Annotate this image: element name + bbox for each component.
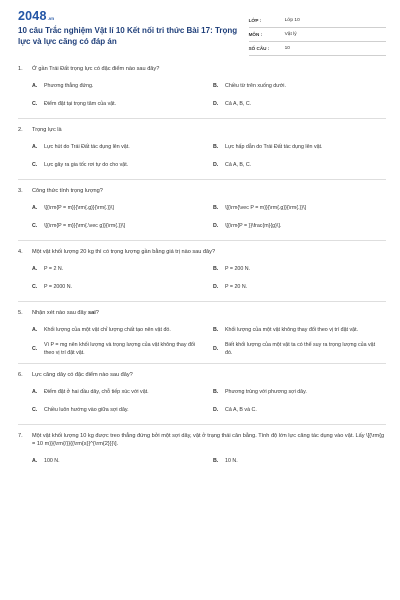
option-grid [18, 322, 386, 359]
option-b[interactable] [213, 139, 386, 157]
option-letter: B. [213, 389, 219, 396]
option-text: Phương thẳng đứng. [44, 83, 94, 90]
question-2 [18, 126, 386, 175]
option-text: Điểm đặt ở hai đầu dây, chỗ tiếp xúc với vật. [44, 389, 149, 396]
option-letter: C. [32, 162, 38, 169]
meta-value: Vật lý [284, 32, 297, 37]
question-text [18, 248, 386, 256]
option-text: P = 20 N. [225, 284, 248, 291]
option-text: \[{\rm{\vec P = m}}{\rm{.g}}{\rm{.}}\] [225, 205, 307, 212]
option-letter: C. [32, 101, 38, 108]
meta-table [249, 14, 386, 56]
meta-value: Lớp 10 [284, 18, 300, 23]
meta-row-subject [249, 28, 386, 42]
meta-row-count [249, 42, 386, 56]
option-letter: C. [32, 345, 38, 352]
question-text [18, 126, 386, 134]
question-number: 6. [18, 372, 23, 378]
option-text: P = 2 N. [44, 266, 64, 273]
option-text: 10 N. [225, 458, 238, 465]
option-a[interactable] [32, 139, 205, 157]
option-text: Lực gây ra gia tốc rơi tự do cho vật. [44, 162, 129, 169]
option-d[interactable] [213, 279, 386, 297]
divider [18, 424, 386, 425]
option-c[interactable] [32, 340, 205, 359]
divider [18, 118, 386, 119]
question-number: 3. [18, 188, 23, 194]
option-c[interactable] [32, 218, 205, 236]
site-logo[interactable] [18, 10, 249, 22]
option-text: Khối lượng của một vật chỉ lượng chất tạo nên vật đó. [44, 327, 171, 334]
option-d[interactable] [213, 96, 386, 114]
question-stem [32, 309, 386, 317]
question-number: 1. [18, 66, 23, 72]
option-letter: A. [32, 389, 38, 396]
question-text [18, 65, 386, 73]
option-letter: A. [32, 327, 38, 334]
question-6 [18, 371, 386, 420]
option-letter: A. [32, 205, 38, 212]
option-letter: A. [32, 83, 38, 90]
meta-label: SỐ CÂU : [248, 46, 270, 51]
option-letter: C. [32, 284, 38, 291]
option-c[interactable] [32, 279, 205, 297]
option-text: Lực hút do Trái Đất tác dụng lên vật. [44, 144, 130, 151]
option-letter: D. [213, 101, 219, 108]
option-c[interactable] [32, 157, 205, 175]
option-text: Điểm đặt tại trọng tâm của vật. [44, 101, 117, 108]
question-number: 7. [18, 433, 23, 439]
option-letter: D. [213, 284, 219, 291]
option-letter: B. [213, 144, 219, 151]
option-d[interactable] [213, 218, 386, 236]
option-grid [18, 200, 386, 236]
meta-label: LỚP : [248, 18, 262, 23]
option-a[interactable] [32, 78, 205, 96]
option-letter: B. [213, 458, 219, 465]
question-stem: Trọng lực là [32, 127, 62, 133]
question-3 [18, 187, 386, 236]
meta-value: 10 [284, 46, 290, 51]
question-stem: Công thức tính trọng lượng? [32, 188, 103, 194]
option-text: Phương trùng với phương sợi dây. [225, 389, 307, 396]
option-text: P = 200 N. [225, 266, 251, 273]
option-text: P = 2000 N. [44, 284, 73, 291]
option-b[interactable] [213, 78, 386, 96]
header-left [18, 10, 249, 47]
option-letter: B. [213, 327, 219, 334]
question-stem: Ở gần Trái Đất trọng lực có đặc điểm nào sau đây? [32, 66, 160, 72]
stem-emphasis: sai [87, 310, 96, 316]
option-b[interactable] [213, 200, 386, 218]
question-4 [18, 248, 386, 297]
question-list [18, 65, 386, 471]
option-text: Lực hấp dẫn do Trái Đất tác dụng lên vật. [225, 144, 323, 151]
header [18, 10, 386, 56]
option-text: Cả A, B, C. [225, 101, 252, 108]
question-text [18, 187, 386, 195]
option-grid [18, 384, 386, 420]
option-c[interactable] [32, 96, 205, 114]
question-stem: Một vật khối lượng 20 kg thì có trọng lượng gần bằng giá trị nào sau đây? [32, 249, 216, 255]
option-b[interactable] [213, 453, 386, 471]
option-text: Chiều từ trên xuống dưới. [225, 83, 286, 90]
question-number: 5. [18, 310, 23, 316]
option-a[interactable] [32, 453, 205, 471]
question-text [18, 309, 386, 317]
option-c[interactable] [32, 402, 205, 420]
option-letter: D. [213, 162, 219, 169]
option-letter: A. [32, 458, 38, 465]
option-grid [18, 261, 386, 297]
divider [18, 363, 386, 364]
option-a[interactable] [32, 384, 205, 402]
option-a[interactable] [32, 261, 205, 279]
meta-row-class [249, 14, 386, 28]
stem-part: ? [95, 310, 99, 316]
option-letter: A. [32, 266, 38, 273]
stem-part: Nhận xét nào sau đây [32, 310, 88, 316]
question-7 [18, 432, 386, 471]
option-grid [18, 78, 386, 114]
option-text: \[{\rm{P = m}}{\rm{.g}}{\rm{.}}\] [44, 205, 114, 212]
option-letter: B. [213, 205, 219, 212]
divider [18, 179, 386, 180]
option-letter: C. [32, 223, 38, 230]
question-number: 4. [18, 249, 23, 255]
question-stem: Một vật khối lượng 10 kg được treo thẳng đứng bởi một sợi dây, vật ở trạng thái cân bằng. Tính độ lớn lực căng tác dụng vào vật. Lấy \[{\rm{g = 10 m}}{\rm{/}}{{\rm{s}}^{\rm{2}}}\]. [32, 433, 385, 447]
option-letter: B. [213, 83, 219, 90]
option-d[interactable] [213, 340, 386, 359]
option-letter: B. [213, 266, 219, 273]
option-letter: A. [32, 144, 38, 151]
logo-suffix: .vn [47, 16, 55, 21]
option-text: 100 N. [44, 458, 60, 465]
option-b[interactable] [213, 261, 386, 279]
option-text: Vì P = mg nên khối lượng và trọng lượng của vật không thay đổi theo vị trí đặt vật. [44, 342, 196, 356]
divider [18, 301, 386, 302]
question-text [18, 371, 386, 379]
option-text: Khối lượng của một vật không thay đổi theo vị trí đặt vật. [225, 327, 359, 334]
meta-label: MÔN : [248, 32, 263, 37]
option-text: Cả A, B, C. [225, 162, 252, 169]
option-b[interactable] [213, 322, 386, 340]
question-number: 2. [18, 127, 23, 133]
divider [18, 240, 386, 241]
option-text: \[{\rm{P = }}\frac{m}{g}\]. [225, 223, 282, 230]
question-1 [18, 65, 386, 114]
option-d[interactable] [213, 157, 386, 175]
option-a[interactable] [32, 322, 205, 340]
option-letter: D. [213, 223, 219, 230]
option-text: Cả A, B và C. [225, 407, 257, 414]
logo-text: 2048 [18, 9, 47, 23]
document-title: 10 câu Trắc nghiệm Vật lí 10 Kết nối tri thức Bài 17: Trọng lực và lực căng có đáp án [18, 26, 238, 46]
option-a[interactable] [32, 200, 205, 218]
option-letter: C. [32, 407, 38, 414]
option-grid [18, 139, 386, 175]
option-b[interactable] [213, 384, 386, 402]
option-text: \[{\rm{P = m}}{\rm{.\vec g}}{\rm{.}}\] [44, 223, 126, 230]
question-5 [18, 309, 386, 359]
option-text: Chiều luôn hướng vào giữa sợi dây. [44, 407, 129, 414]
option-grid [18, 453, 386, 471]
option-letter: D. [213, 407, 219, 414]
option-text: Biết khối lượng của một vật ta có thể suy ra trọng lượng của vật đó. [225, 342, 376, 356]
option-letter: D. [213, 345, 219, 352]
question-stem: Lực căng dây có đặc điểm nào sau đây? [32, 372, 133, 378]
option-d[interactable] [213, 402, 386, 420]
question-text [18, 432, 386, 448]
